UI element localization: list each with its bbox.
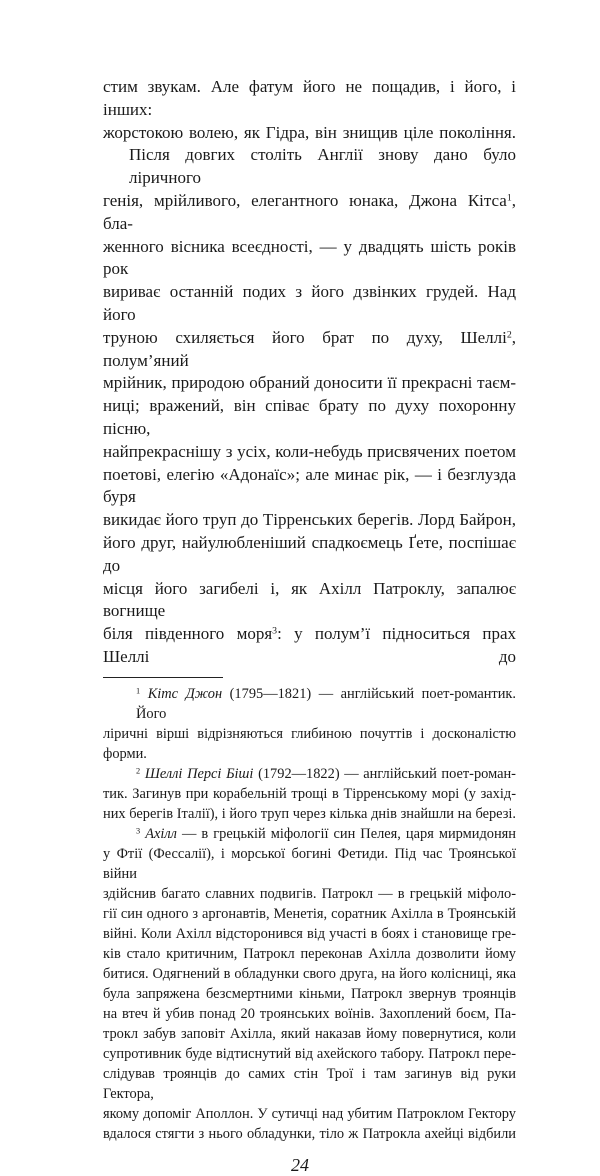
footnote-line (103, 724, 516, 744)
text-line (103, 532, 516, 578)
text-line (103, 281, 516, 327)
text-segment: , полум’яний (103, 327, 516, 370)
text-line (103, 464, 516, 510)
footnote-line (103, 684, 516, 724)
text-segment: здійснив багато славних подвигів. Патрокл — в грецькій міфоло- (103, 885, 516, 902)
text-line (103, 441, 516, 464)
footnote-line (103, 964, 516, 984)
text-segment: слідував троянців до самих стін Трої і там загинув від руки Гектора, (103, 1065, 516, 1102)
text-segment: у Фтії (Фессалії), і морської богині Фетиди. Під час Троянської війни (103, 845, 516, 882)
text-segment: битися. Одягнений в обладунки свого друга, на його колісниці, яка (103, 965, 516, 982)
text-line (103, 144, 516, 190)
text-segment: поетові, елегію «Адонаїс»; але минає рік, — і безглузда буря (103, 464, 516, 507)
text-line (103, 578, 516, 624)
text-segment: його друг, найулюбленіший спадкоємець Ґете, поспішає до (103, 532, 516, 575)
text-segment: найпрекраснішу з усіх, коли-небудь присвячених поетом (103, 441, 516, 461)
text-segment: генія, мрійливого, елегантного юнака, Джона Кітса (103, 190, 507, 210)
text-segment: якому допоміг Аполлон. У сутичці над убитим Патроклом Гектору (103, 1105, 516, 1122)
text-line (103, 236, 516, 282)
text-line (103, 509, 516, 532)
text-segment: викидає його труп до Тірренських берегів. Лорд Байрон, (103, 510, 516, 530)
main-text (103, 76, 516, 669)
footnote-line (103, 764, 516, 784)
footnote-line (103, 844, 516, 884)
footnote-line (103, 884, 516, 904)
text-segment (140, 686, 148, 702)
footnote-line (103, 824, 516, 844)
text-segment: женного вісника всеєдності, — у двадцять шість років рок (103, 236, 516, 279)
footnote-line (103, 904, 516, 924)
text-segment: гії син одного з аргонавтів, Менетія, соратник Ахілла в Троянській (103, 905, 516, 922)
text-line (103, 623, 516, 669)
text-segment: вириває останній подих з його дзвінких грудей. Над його (103, 282, 516, 324)
footnote-line (103, 984, 516, 1004)
text-segment: — в грецькій міфології син Пелея, царя мирмидонян (176, 825, 516, 842)
footnote-marker: 1 (506, 192, 512, 204)
footnote-line (103, 1004, 516, 1024)
footnote-line (103, 1064, 516, 1104)
text-segment: : у полум’ї підноситься прах Шеллі до (103, 624, 516, 666)
text-segment: місця його загибелі і, як Ахілл Патроклу, запалює вогнище (103, 578, 516, 621)
text-segment: трокл забув заповіт Ахілла, який наказав йому повернутися, коли (103, 1025, 516, 1042)
footnote-line (103, 744, 516, 764)
text-line (103, 190, 516, 236)
text-segment: на втеч й убив понад 20 троянських воїнів. Захоплений боєм, Па- (103, 1005, 516, 1022)
text-segment: вдалося стягти з нього обладунки, тіло ж Патрокла ахейці відбили (103, 1125, 516, 1142)
text-line (103, 372, 516, 395)
text-segment: ниці; вражений, він співає брату по духу похоронну пісню, (103, 396, 516, 438)
footnote-marker: 1 (136, 686, 141, 696)
text-segment: , бла- (103, 190, 516, 233)
text-segment: ків стало критичним, Патрокл переконав Ахілла дозволити йому (103, 945, 516, 962)
text-line (103, 122, 516, 145)
footnote-divider (103, 677, 223, 678)
text-segment: біля південного моря (103, 624, 273, 644)
text-segment: (1792—1822) — англійський поет-роман- (253, 765, 516, 782)
text-segment: ліричні вірші відрізняються глибиною почуттів і досконалістю (103, 725, 516, 742)
footnote-line (103, 784, 516, 804)
text-segment: супротивник буде відтиснутий від ахейского табору. Патрокл пере- (103, 1045, 516, 1062)
footnote-line (103, 1044, 516, 1064)
text-segment: тик. Загинув при корабельній трощі в Тірренському морі (у захід- (103, 785, 516, 802)
footnote-term: Шеллі Персі Біші (144, 765, 254, 782)
text-segment: була запряжена безсмертними кіньми, Патрокл звернув троянців (103, 985, 516, 1002)
footnote-marker: 2 (506, 329, 512, 341)
footnote-line (103, 944, 516, 964)
text-segment: мрійник, природою обраний доносити її прекрасні таєм- (103, 373, 516, 393)
footnote-line (103, 804, 516, 824)
text-line (103, 76, 516, 122)
footnote-line (103, 1124, 516, 1144)
footnote-term: Кітс Джон (147, 685, 223, 702)
text-segment: труною схиляється його брат по духу, Шеллі (103, 327, 507, 347)
footnote-marker: 3 (272, 625, 278, 637)
text-line (103, 327, 516, 373)
footnote-line (103, 1024, 516, 1044)
text-segment: Після довгих століть Англії знову дано було ліричного (129, 145, 516, 188)
footnote-marker: 2 (136, 766, 141, 776)
footnote-term: Ахілл (145, 825, 177, 842)
text-segment: стим звукам. Але фатум його не пощадив, і його, і інших: (103, 77, 516, 119)
text-segment: жорстокою волею, як Гідра, він знищив ціле покоління. (103, 122, 516, 142)
footnote-line (103, 1104, 516, 1124)
text-segment: війні. Коли Ахілл відсторонився від участі в боях і становище гре- (103, 925, 516, 942)
text-segment: (1795—1821) — англійський поет-романтик. Його (136, 685, 516, 722)
footnote-marker: 3 (136, 826, 141, 836)
text-segment: них берегів Італії), і його труп через кілька днів знайшли на березі. (103, 805, 516, 822)
text-segment: форми. (103, 745, 147, 762)
text-line (103, 395, 516, 441)
footnotes (103, 684, 516, 1144)
page-number: 24 (291, 1154, 309, 1175)
